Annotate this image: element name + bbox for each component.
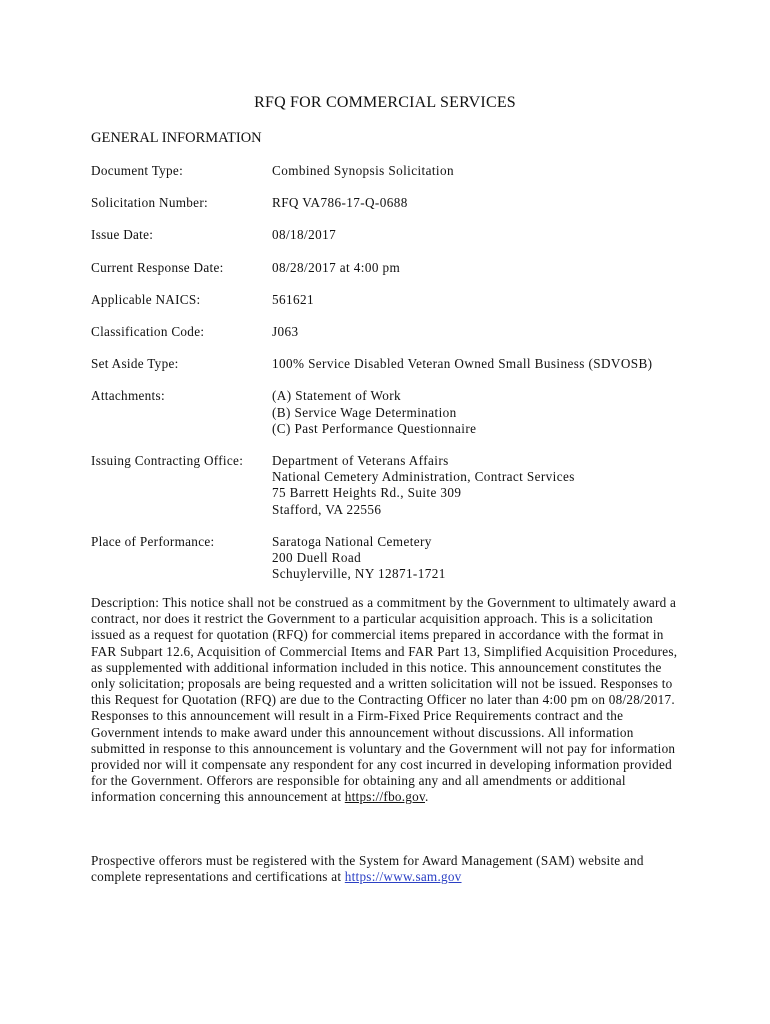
field-value-line: RFQ VA786-17-Q-0688 — [272, 195, 408, 211]
field-value — [272, 534, 691, 583]
sam-link[interactable]: https://www.sam.gov — [344, 869, 462, 885]
prospective-offerors-paragraph — [91, 853, 681, 885]
field-value-line: National Cemetery Administration, Contract Services — [272, 469, 575, 485]
field-label: Place of Performance: — [91, 533, 215, 549]
field-row — [91, 195, 691, 211]
field-value-line: Saratoga National Cemetery — [272, 533, 432, 549]
field-value — [272, 324, 691, 340]
field-value-line: (C) Past Performance Questionnaire — [272, 420, 477, 436]
field-label: Solicitation Number: — [91, 195, 208, 211]
field-row — [91, 260, 691, 276]
field-row — [91, 324, 691, 340]
field-row — [91, 453, 691, 518]
field-value-line: 561621 — [272, 291, 314, 307]
field-label: Attachments: — [91, 388, 165, 404]
prospective-text: Prospective offerors must be registered with the System for Award Management (SAM) website and complete representations and certifications at — [91, 853, 644, 885]
field-label: Applicable NAICS: — [91, 291, 201, 307]
field-row — [91, 227, 691, 243]
field-label: Issuing Contracting Office: — [91, 453, 244, 469]
field-value-line: (B) Service Wage Determination — [272, 404, 457, 420]
field-label: Document Type: — [91, 163, 184, 178]
field-value-line: 08/18/2017 — [272, 227, 337, 243]
field-value — [272, 227, 691, 243]
description-paragraph — [91, 595, 681, 806]
field-value — [272, 356, 691, 372]
field-row — [91, 388, 691, 437]
description-text: Description: This notice shall not be construed as a commitment by the Government to ultimately award a contract, nor does it restrict the Government to a particular acquisition approach. This is a solicitation issued as a request for quotation (RFQ) for commercial items prepared in accordance with the format in FAR Subpart 12.6, Acquisition of Commercial Items and FAR Part 13, Simplified Acquisition Procedures, as supplemented with additional information included in this notice. This announcement constitutes the only solicitation; proposals are being requested and a written solicitation will not be issued. Responses to this Request for Quotation (RFQ) are due to the Contracting Officer no later than 4:00 pm on 08/28/2017. Responses to this announcement will result in a Firm-Fixed Price Requirements contract and the Government intends to make award under this announcement without discussions. All information submitted in response to this announcement is voluntary and the Government will not pay for information provided nor will it compensate any respondent for any cost incurred in developing information provided for the Government. Offerors are responsible for obtaining any and all amendments or additional information concerning this announcement at — [91, 595, 678, 805]
field-label: Current Response Date: — [91, 259, 224, 275]
field-value — [272, 388, 691, 437]
section-heading: GENERAL INFORMATION — [91, 130, 262, 146]
field-row — [91, 163, 691, 179]
field-value — [272, 453, 691, 518]
field-row — [91, 534, 691, 583]
field-value — [272, 163, 691, 179]
field-value-line: J063 — [272, 324, 299, 340]
field-row — [91, 292, 691, 308]
description-end: . — [425, 789, 429, 805]
page-title: RFQ FOR COMMERCIAL SERVICES — [254, 94, 516, 111]
field-value-line: Schuylerville, NY 12871-1721 — [272, 566, 446, 582]
field-value-line: Combined Synopsis Solicitation — [272, 163, 454, 178]
field-value — [272, 195, 691, 211]
field-value-line: 200 Duell Road — [272, 550, 362, 566]
field-value-line: (A) Statement of Work — [272, 388, 402, 404]
field-row — [91, 356, 691, 372]
general-information-fields — [91, 163, 691, 582]
field-value-line: Stafford, VA 22556 — [272, 501, 382, 517]
field-value-line: 08/28/2017 at 4:00 pm — [272, 259, 401, 275]
field-value-line: 100% Service Disabled Veteran Owned Small Business (SDVOSB) — [272, 356, 653, 372]
field-value — [272, 292, 691, 308]
field-label: Classification Code: — [91, 324, 205, 340]
field-value-line: Department of Veterans Affairs — [272, 453, 449, 469]
field-value — [272, 260, 691, 276]
field-label: Set Aside Type: — [91, 356, 179, 372]
fbo-link[interactable]: https://fbo.gov — [344, 789, 425, 805]
field-value-line: 75 Barrett Heights Rd., Suite 309 — [272, 485, 462, 501]
field-label: Issue Date: — [91, 227, 154, 243]
